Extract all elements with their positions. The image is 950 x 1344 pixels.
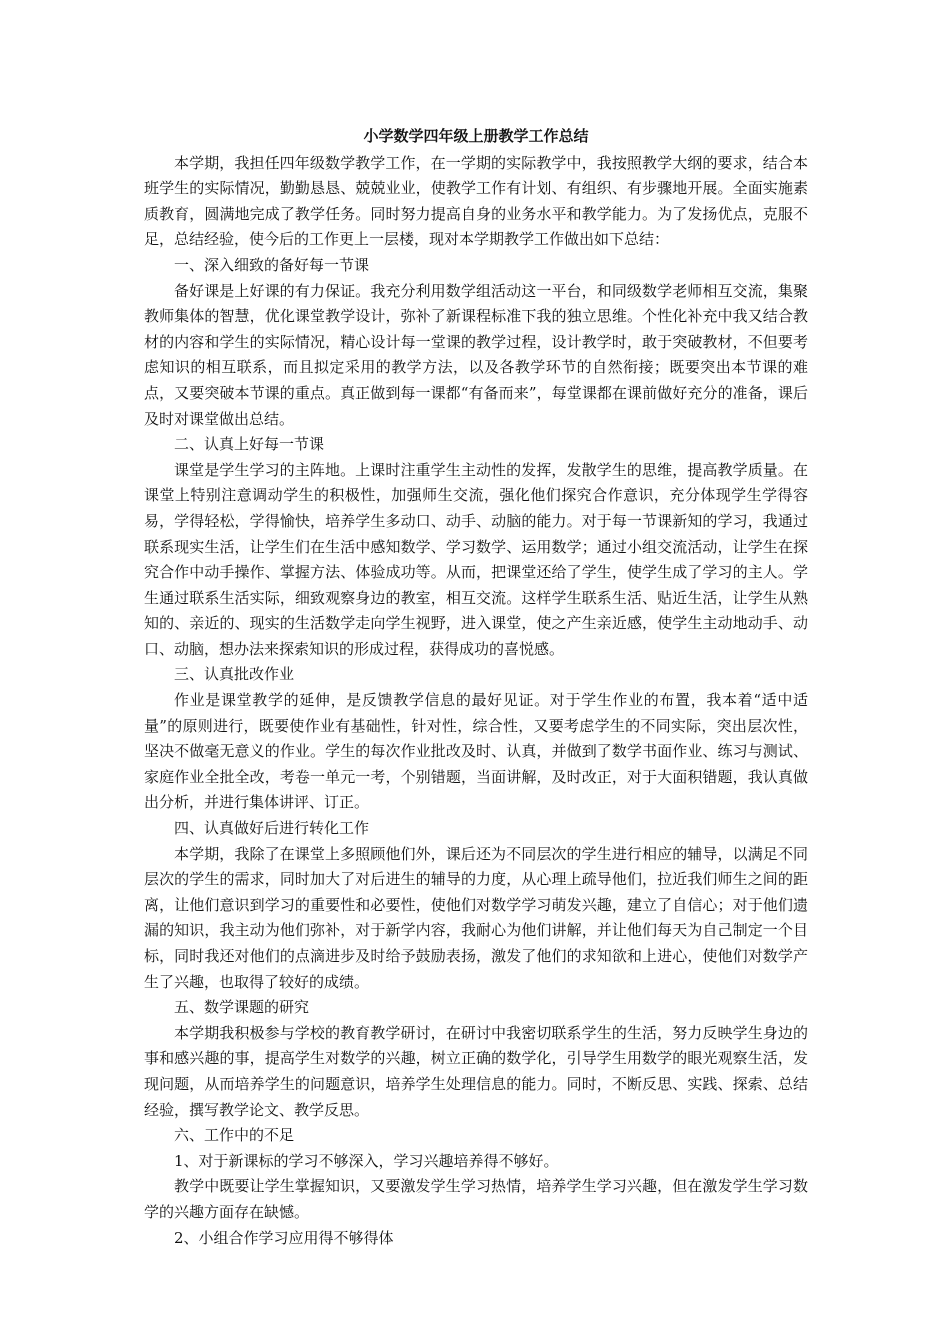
section-heading-5: 五、数学课题的研究 (174, 998, 310, 1017)
shortcoming-1-paragraph: 教学中既要让学生掌握知识，又要激发学生学习热情，培养学生学习兴趣，但在激发学生学习数学的兴趣方面存在缺憾。 (144, 1177, 808, 1221)
intro-paragraph: 本学期，我担任四年级数学教学工作，在一学期的实际教学中，我按照教学大纲的要求，结合本班学生的实际情况，勤勤恳恳、兢兢业业，使教学工作有计划、有组织、有步骤地开展。全面实施素质教育，圆满地完成了教学任务。同时努力提高自身的业务水平和教学能力。为了发扬优点，克服不足，总结经验，使今后的工作更上一层楼，现对本学期教学工作做出如下总结： (144, 153, 808, 249)
shortcoming-item-2: 2、小组合作学习应用得不够得体 (174, 1228, 394, 1247)
section-3-paragraph: 作业是课堂教学的延伸，是反馈教学信息的最好见证。对于学生作业的布置，我本着“适中适量”的原则进行，既要使作业有基础性，针对性，综合性，又要考虑学生的不同实际，突出层次性，坚决不做毫无意义的作业。学生的每次作业批改及时、认真，并做到了数学书面作业、练习与测试、家庭作业全批全改，考卷一单元一考，个别错题，当面讲解，及时改正，对于大面积错题，我认真做出分析，并进行集体讲评、订正。 (144, 691, 808, 812)
document-title: 小学数学四年级上册教学工作总结 (363, 127, 589, 145)
section-heading-3: 三、认真批改作业 (174, 665, 295, 684)
section-1-paragraph: 备好课是上好课的有力保证。我充分利用数学组活动这一平台，和同级数学老师相互交流，集聚教师集体的智慧，优化课堂教学设计，弥补了新课程标准下我的独立思维。个性化补充中我又结合教材的内容和学生的实际情况，精心设计每一堂课的教学过程，设计教学时，敢于突破教材，不但要考虑知识的相互联系，而且拟定采用的教学方法，以及各教学环节的自然衔接；既要突出本节课的难点，又要突破本节课的重点。真正做到每一课都“有备而来”，每堂课都在课前做好充分的准备，课后及时对课堂做出总结。 (144, 281, 808, 428)
section-heading-1: 一、深入细致的备好每一节课 (174, 255, 370, 274)
section-heading-6: 六、工作中的不足 (174, 1126, 295, 1145)
section-5-paragraph: 本学期我积极参与学校的教育教学研讨，在研讨中我密切联系学生的生活，努力反映学生身边的事和感兴趣的事，提高学生对数学的兴趣，树立正确的数学化，引导学生用数学的眼光观察生活，发现问题，从而培养学生的问题意识，培养学生处理信息的能力。同时，不断反思、实践、探索、总结经验，撰写教学论文、教学反思。 (144, 1023, 808, 1119)
shortcoming-item-1: 1、对于新课标的学习不够深入，学习兴趣培养得不够好。 (174, 1151, 559, 1170)
section-heading-4: 四、认真做好后进行转化工作 (174, 819, 370, 838)
document-content (144, 124, 808, 1251)
section-4-paragraph: 本学期，我除了在课堂上多照顾他们外，课后还为不同层次的学生进行相应的辅导，以满足不同层次的学生的需求，同时加大了对后进生的辅导的力度，从心理上疏导他们，拉近我们师生之间的距离，让他们意识到学习的重要性和必要性，使他们对数学学习萌发兴趣，建立了自信心；对于他们遗漏的知识，我主动为他们弥补，对于新学内容，我耐心为他们讲解，并让他们每天为自己制定一个目标，同时我还对他们的点滴进步及时给予鼓励表扬，激发了他们的求知欲和上进心，使他们对数学产生了兴趣，也取得了较好的成绩。 (144, 844, 808, 991)
section-heading-2: 二、认真上好每一节课 (174, 435, 325, 454)
section-2-paragraph: 课堂是学生学习的主阵地。上课时注重学生主动性的发挥，发散学生的思维，提高教学质量。在课堂上特别注意调动学生的积极性，加强师生交流，强化他们探究合作意识，充分体现学生学得容易，学得轻松，学得愉快，培养学生多动口、动手、动脑的能力。对于每一节课新知的学习，我通过联系现实生活，让学生们在生活中感知数学、学习数学、运用数学；通过小组交流活动，让学生在探究合作中动手操作、掌握方法、体验成功等。从而，把课堂还给了学生，使学生成了学习的主人。学生通过联系生活实际，细致观察身边的教室，相互交流。这样学生联系生活、贴近生活，让学生从熟知的、亲近的、现实的生活数学走向学生视野，进入课堂，使之产生亲近感，使学生主动地动手、动口、动脑，想办法来探索知识的形成过程，获得成功的喜悦感。 (144, 460, 808, 658)
